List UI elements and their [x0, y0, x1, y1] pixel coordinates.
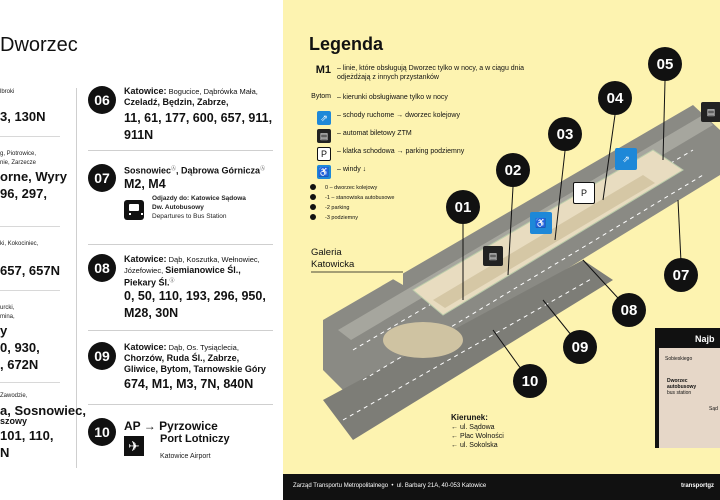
fragment-lines: y [0, 323, 8, 338]
destinations: Katowice: Bogucice, Dąbrówka Mała, Czeladź, Będzin, Zabrze, [124, 86, 258, 107]
fragment-text: mina, [0, 314, 15, 320]
airplane-icon: ✈ [124, 436, 144, 456]
inset-title: Najb [695, 334, 715, 344]
inset-map-area: Sobieskiego Dworzec autobusowy bus station Sąd [659, 348, 720, 448]
footer [283, 474, 720, 500]
fragment-text: g, Piotrowice, [0, 151, 37, 157]
divider [88, 404, 273, 405]
fragment-text: urcki, [0, 305, 15, 311]
level-minus-2: -2 parking [325, 205, 350, 211]
parking-stairs-icon: P [573, 182, 595, 204]
level-0: 0 – dworzec kolejowy [325, 185, 378, 191]
nearby-inset-map [655, 328, 720, 448]
stop-marker-01[interactable]: 01 [446, 190, 480, 224]
parking-stairs-icon: P [317, 147, 331, 161]
level-minus-3: -3 podziemny [325, 215, 359, 221]
fragment-text: Zawodzie, [0, 393, 28, 399]
fragment-lines: N [0, 445, 10, 460]
line-numbers: 0, 50, 110, 193, 296, 950, M28, 30N [124, 289, 266, 320]
destinations: Katowice: Dąb, Koszutka, Wełnowiec, Józefowiec, Siemianowice Śl., Piekary Śl.Ⓐ [124, 254, 260, 288]
directions-list: Kierunek: ← ul. Sądowa ← Plac Wolności ← ul. Sokolska [451, 413, 504, 449]
level-minus-1: -1 – stanowiska autobusowe [325, 195, 395, 201]
stop-number-badge: 06 [88, 86, 116, 114]
fragment-text: nie, Zarzecze [0, 160, 37, 166]
stop-number-badge: 07 [88, 164, 116, 192]
fragment-lines: orne, Wyry [0, 169, 67, 184]
wheelchair-icon: ♿ [317, 165, 331, 179]
left-footer-blank [0, 474, 283, 500]
fragment-lines: 3, 130N [0, 109, 46, 124]
bus-icon [124, 200, 144, 220]
stop-marker-05[interactable]: 05 [648, 47, 682, 81]
airport-note: Katowice Airport [160, 453, 211, 460]
wheelchair-icon: ♿ [530, 212, 552, 234]
fragment-lines: , 672N [0, 357, 39, 372]
legend-title: Legenda [309, 34, 384, 54]
stop-number-badge: 09 [88, 342, 116, 370]
divider [0, 382, 60, 383]
legend-row-ticket-machine: ▤ – automat biletowy ZTM [305, 129, 547, 143]
divider [88, 244, 273, 245]
line-numbers: M2, M4 [124, 177, 166, 191]
legend-row-escalator: ⇗ – schody ruchome → dworzec kolejowy [305, 111, 547, 125]
destinations: AP → Pyrzowice [124, 419, 218, 433]
destinations-panel [0, 0, 283, 474]
fragment-text: ki, Kokociniec, [0, 241, 39, 247]
divider [0, 226, 60, 227]
stop-marker-04[interactable]: 04 [598, 81, 632, 115]
line-numbers: 11, 61, 177, 600, 657, 911, 911N [124, 111, 273, 142]
gallery-label: Galeria Katowicka [311, 247, 355, 270]
escalator-icon: ⇗ [615, 148, 637, 170]
fragment-text: lbroki [0, 89, 15, 95]
ticket-machine-icon: ▤ [701, 102, 720, 122]
legend-row-night-lines: M1 – linie, które obsługują Dworzec tylko w nocy, a w ciągu dnia odjeżdżają z innych przystanków [315, 64, 525, 81]
ticket-machine-icon: ▤ [317, 129, 331, 143]
fragment-text: szowy [0, 416, 28, 426]
legend-row-elevator: ♿ – windy ↓ [305, 165, 547, 179]
stop-marker-08[interactable]: 08 [612, 293, 646, 327]
stop-marker-09[interactable]: 09 [563, 330, 597, 364]
footer-url[interactable]: transportgz [681, 483, 714, 489]
escalator-icon: ⇗ [317, 111, 331, 125]
legend-row-parking-stairs: P – klatka schodowa → parking podziemny [305, 147, 547, 161]
legend-row-night-directions: Bytom – kierunki obsługiwane tylko w nocy [311, 93, 448, 101]
airport-name: Port Lotniczy [160, 433, 230, 445]
line-numbers: 674, M1, M3, 7N, 840N [124, 377, 254, 391]
ticket-machine-icon: ▤ [483, 246, 503, 266]
divider [0, 136, 60, 137]
stop-marker-03[interactable]: 03 [548, 117, 582, 151]
fragment-lines: 96, 297, [0, 186, 47, 201]
divider [0, 290, 60, 291]
departure-note: Odjazdy do: Katowice Sądowa Dw. Autobusowy Departures to Bus Station [152, 195, 246, 220]
fragment-lines: a, Sosnowiec, [0, 403, 86, 418]
stop-marker-07[interactable]: 07 [664, 258, 698, 292]
page-title: Dworzec [0, 34, 78, 56]
divider [88, 150, 273, 151]
destinations: Katowice: Dąb, Os. Tysiąclecia, Chorzów, Ruda Śl., Zabrze, Gliwice, Bytom, Tarnowskie Góry [124, 342, 266, 374]
fragment-lines: 0, 930, [0, 340, 40, 355]
footer-address: Zarząd Transportu Metropolitalnego • ul. Barbary 21A, 40-053 Katowice [293, 483, 487, 489]
stop-number-badge: 10 [88, 418, 116, 446]
stop-marker-10[interactable]: 10 [513, 364, 547, 398]
fragment-lines: 101, 110, [0, 428, 54, 443]
stop-marker-02[interactable]: 02 [496, 153, 530, 187]
fragment-lines: 657, 657N [0, 263, 60, 278]
destinations: SosnowiecⒶ, Dąbrowa GórniczaⒶ [124, 165, 266, 176]
divider [88, 330, 273, 331]
stop-number-badge: 08 [88, 254, 116, 282]
station-map-panel [283, 0, 720, 474]
